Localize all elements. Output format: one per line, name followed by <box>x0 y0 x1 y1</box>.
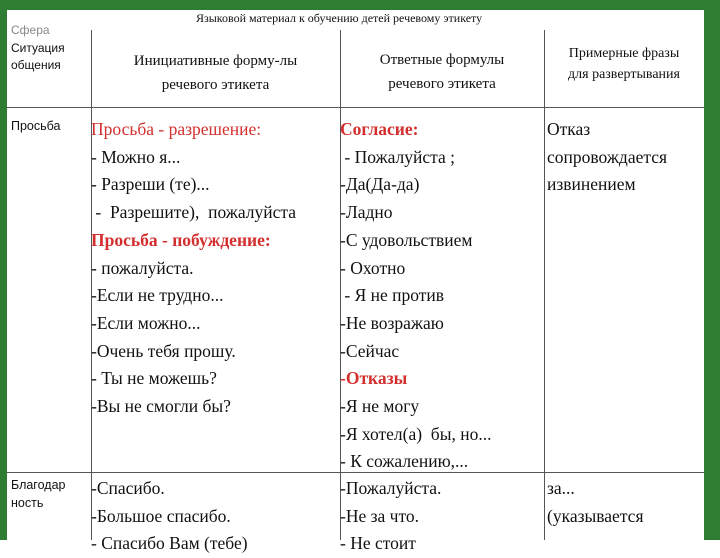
header-initiative-line1: Инициативные форму-лы <box>133 53 298 69</box>
list-item: Согласие: <box>340 119 419 139</box>
list-item: извинением <box>547 174 636 195</box>
header-situation-2: общения <box>11 58 61 72</box>
header-initiative-line2: речевого этикета <box>161 77 270 93</box>
list-item: - Не стоит <box>340 533 416 554</box>
list-item: -Большое спасибо. <box>91 505 231 526</box>
list-item: -Отказы <box>340 368 408 389</box>
list-item: Отказ <box>547 119 591 139</box>
list-item: (указывается <box>547 505 644 526</box>
situation-gratitude <box>11 476 65 512</box>
etiquette-table <box>7 23 704 554</box>
header-divider <box>7 107 704 108</box>
list-item: -Не возражаю <box>340 312 444 333</box>
list-item: - Охотно <box>340 257 406 278</box>
list-item: -С удовольствием <box>340 229 473 250</box>
top-accent-bar <box>0 0 720 10</box>
list-item: - Спасибо Вам (тебе) <box>91 533 248 554</box>
list-item: - К сожалению,... <box>340 451 469 472</box>
header-response-line2: речевого этикета <box>388 76 496 92</box>
page-title: Языковой материал к обучению детей речевому этикету <box>196 11 483 25</box>
list-item: - Можно я... <box>91 146 181 167</box>
request-response-list <box>340 116 491 476</box>
list-item: -Я не могу <box>340 396 420 417</box>
list-item: -Я хотел(а) бы, но... <box>340 423 492 444</box>
list-item: -Сейчас <box>340 340 400 361</box>
list-item: - Я не против <box>340 285 445 306</box>
list-item: -Да(Да-да) <box>340 174 420 195</box>
header-examples <box>544 43 704 85</box>
situation-request: Просьба <box>11 119 61 133</box>
header-response-line1: Ответные формулы <box>379 52 505 68</box>
list-item: -Пожалуйста. <box>340 478 442 498</box>
header-situation: Ситуация <box>11 41 65 55</box>
list-item: -Не за что. <box>340 505 420 526</box>
list-item: -Спасибо. <box>91 478 165 498</box>
list-item: -Если не трудно... <box>91 285 224 306</box>
gratitude-examples <box>547 475 644 530</box>
situation-gratitude-line2: ность <box>11 496 44 510</box>
right-accent-bar <box>704 0 720 540</box>
list-item: Просьба - побуждение: <box>91 229 271 250</box>
request-initiative-list <box>91 116 296 421</box>
list-item: Просьба - разрешение: <box>91 119 262 139</box>
list-item: -Если можно... <box>91 312 201 333</box>
list-item: -Вы не смогли бы? <box>91 396 231 417</box>
header-initiative <box>91 49 340 97</box>
situation-gratitude-line1: Благодар <box>11 478 66 492</box>
gratitude-response-list <box>340 475 441 558</box>
gratitude-initiative-list <box>91 475 248 558</box>
list-item: за... <box>547 478 575 498</box>
header-examples-line1: Примерные фразы <box>568 46 680 61</box>
header-examples-line2: для развертывания <box>568 67 680 82</box>
list-item: -Ладно <box>340 202 393 223</box>
list-item: - Ты не можешь? <box>91 368 217 389</box>
header-situation-top: Сфера <box>11 23 50 37</box>
request-examples <box>547 116 667 199</box>
header-response <box>340 48 544 96</box>
list-item: - пожалуйста. <box>91 257 194 278</box>
list-item: сопровождается <box>547 146 668 167</box>
list-item: - Пожалуйста ; <box>340 146 456 167</box>
list-item: - Разреши (те)... <box>91 174 210 195</box>
left-accent-bar <box>0 0 7 540</box>
list-item: - Разрешите), пожалуйста <box>91 202 297 223</box>
list-item: -Очень тебя прошу. <box>91 340 236 361</box>
